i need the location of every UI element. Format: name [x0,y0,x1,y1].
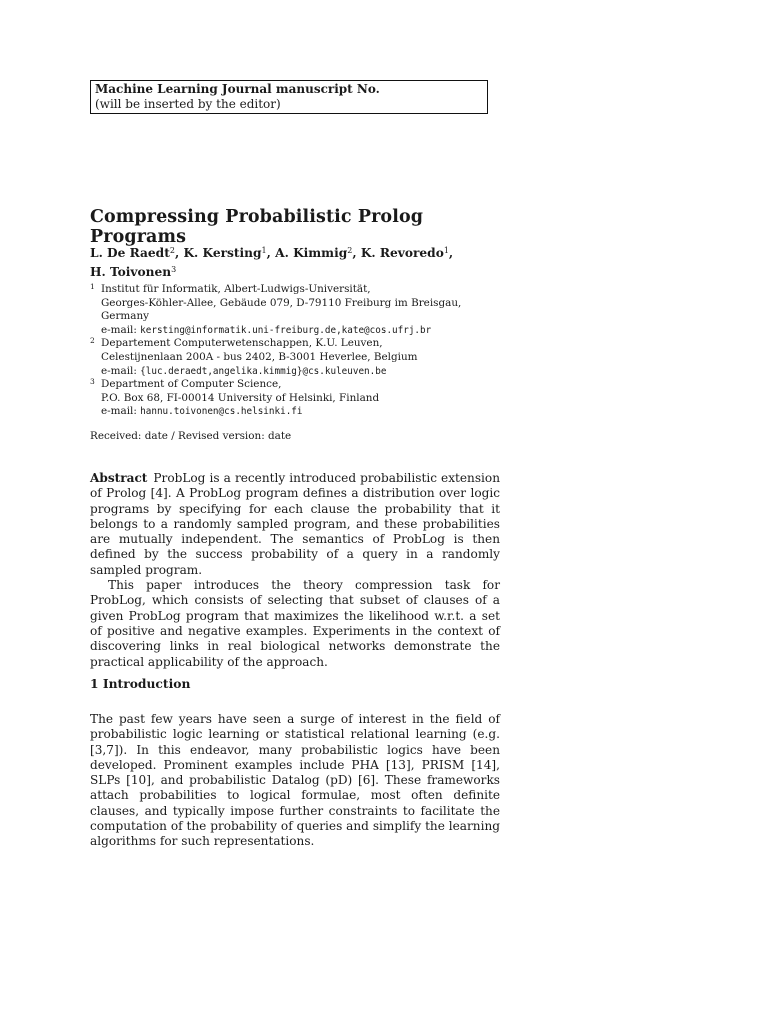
author-name: A. Kimmig [275,246,348,260]
affiliation-line: Celestijnenlaan 200A - bus 2402, B-3001 Heverlee, Belgium [101,350,418,363]
affiliation-number: 1 [90,282,95,291]
affiliation-line: Georges-Köhler-Allee, Gebäude 079, D-79110 Freiburg im Breisgau, Germany [101,296,462,323]
author-affil-mark: 1 [443,246,449,255]
email-address[interactable]: kersting@informatik.uni-freiburg.de,kate@cos.ufrj.br [140,324,432,336]
affiliation-line: Departement Computerwetenschappen, K.U. Leuven, [101,337,383,350]
author-name: L. De Raedt [90,246,170,260]
received-date-line: Received: date / Revised version: date [90,430,292,442]
affiliation-1 [90,283,510,337]
affiliation-list [90,283,510,419]
author-separator: , [352,246,361,260]
email-prefix: e-mail: [101,405,141,418]
paper-title: Compressing Probabilistic Prolog Programs [90,207,424,247]
author-name: K. Revoredo [360,246,444,260]
introduction-section [90,712,500,850]
section-heading-introduction: 1 Introduction [90,676,191,691]
author-affil-mark: 2 [169,246,175,255]
abstract-label: Abstract [90,471,148,485]
affiliation-email-line [101,324,510,338]
abstract-text: ProbLog is a recently introduced probabilistic extension of Prolog [4]. A ProbLog program defines a distribution over logic programs by specifying for each clause the probability that it belongs to a randomly sampled program, and these probabilities are mutually independent. The semantics of ProbLog is then defined by the success probability of a query in a randomly sampled program. [90,471,500,577]
email-address[interactable]: hannu.toivonen@cs.helsinki.fi [140,406,303,418]
affiliation-email-line [101,365,510,379]
affiliation-email-line [101,405,510,419]
author-separator: , [448,246,454,260]
author-affil-mark: 1 [261,246,267,255]
abstract-paragraph-2: This paper introduces the theory compression task for ProbLog, which consists of selecting that subset of clauses of a given ProbLog program that maximizes the likelihood w.r.t. a set of positive and negative examples. Experiments in the context of discovering links in real biological networks demonstrate the practical applicability of the approach. [90,578,500,669]
email-prefix: e-mail: [101,364,141,377]
author-affil-mark: 3 [171,264,177,274]
email-address[interactable]: {luc.deraedt,angelika.kimmig}@cs.kuleuven.be [140,365,387,377]
abstract-paragraph-1 [90,471,500,578]
introduction-paragraph-1: The past few years have seen a surge of interest in the field of probabilistic logic learning or statistical relational learning (e.g. [3,7]). In this endeavor, many probabilistic logics have been developed. Prominent examples include PHA [13], PRISM [14], SLPs [10], and probabilistic Datalog (pD) [6]. These frameworks attach probabilities to logical formulae, most often definite clauses, and typically impose further constraints to facilitate the computation of the probability of queries and simplify the learning algorithms for such representations. [90,712,500,849]
author-separator: , [174,246,184,260]
affiliation-3 [90,378,510,419]
affiliation-line: Institut für Informatik, Albert-Ludwigs-Universität, [101,283,371,295]
affiliation-number: 2 [90,336,95,346]
email-prefix: e-mail: [101,323,141,336]
author-separator: , [266,246,276,260]
editor-note: (will be inserted by the editor) [95,97,281,111]
abstract [90,471,500,670]
journal-header-box [90,80,488,114]
affiliation-number: 3 [90,377,95,387]
author-name: K. Kersting [183,246,262,260]
author-affil-mark: 2 [347,246,353,255]
affiliation-line: P.O. Box 68, FI-00014 University of Helsinki, Finland [101,391,380,404]
affiliation-2 [90,337,510,378]
author-list [90,243,510,280]
author-name: H. Toivonen [90,264,172,279]
affiliation-line: Department of Computer Science, [101,378,282,391]
journal-line: Machine Learning Journal manuscript No. [95,82,380,96]
